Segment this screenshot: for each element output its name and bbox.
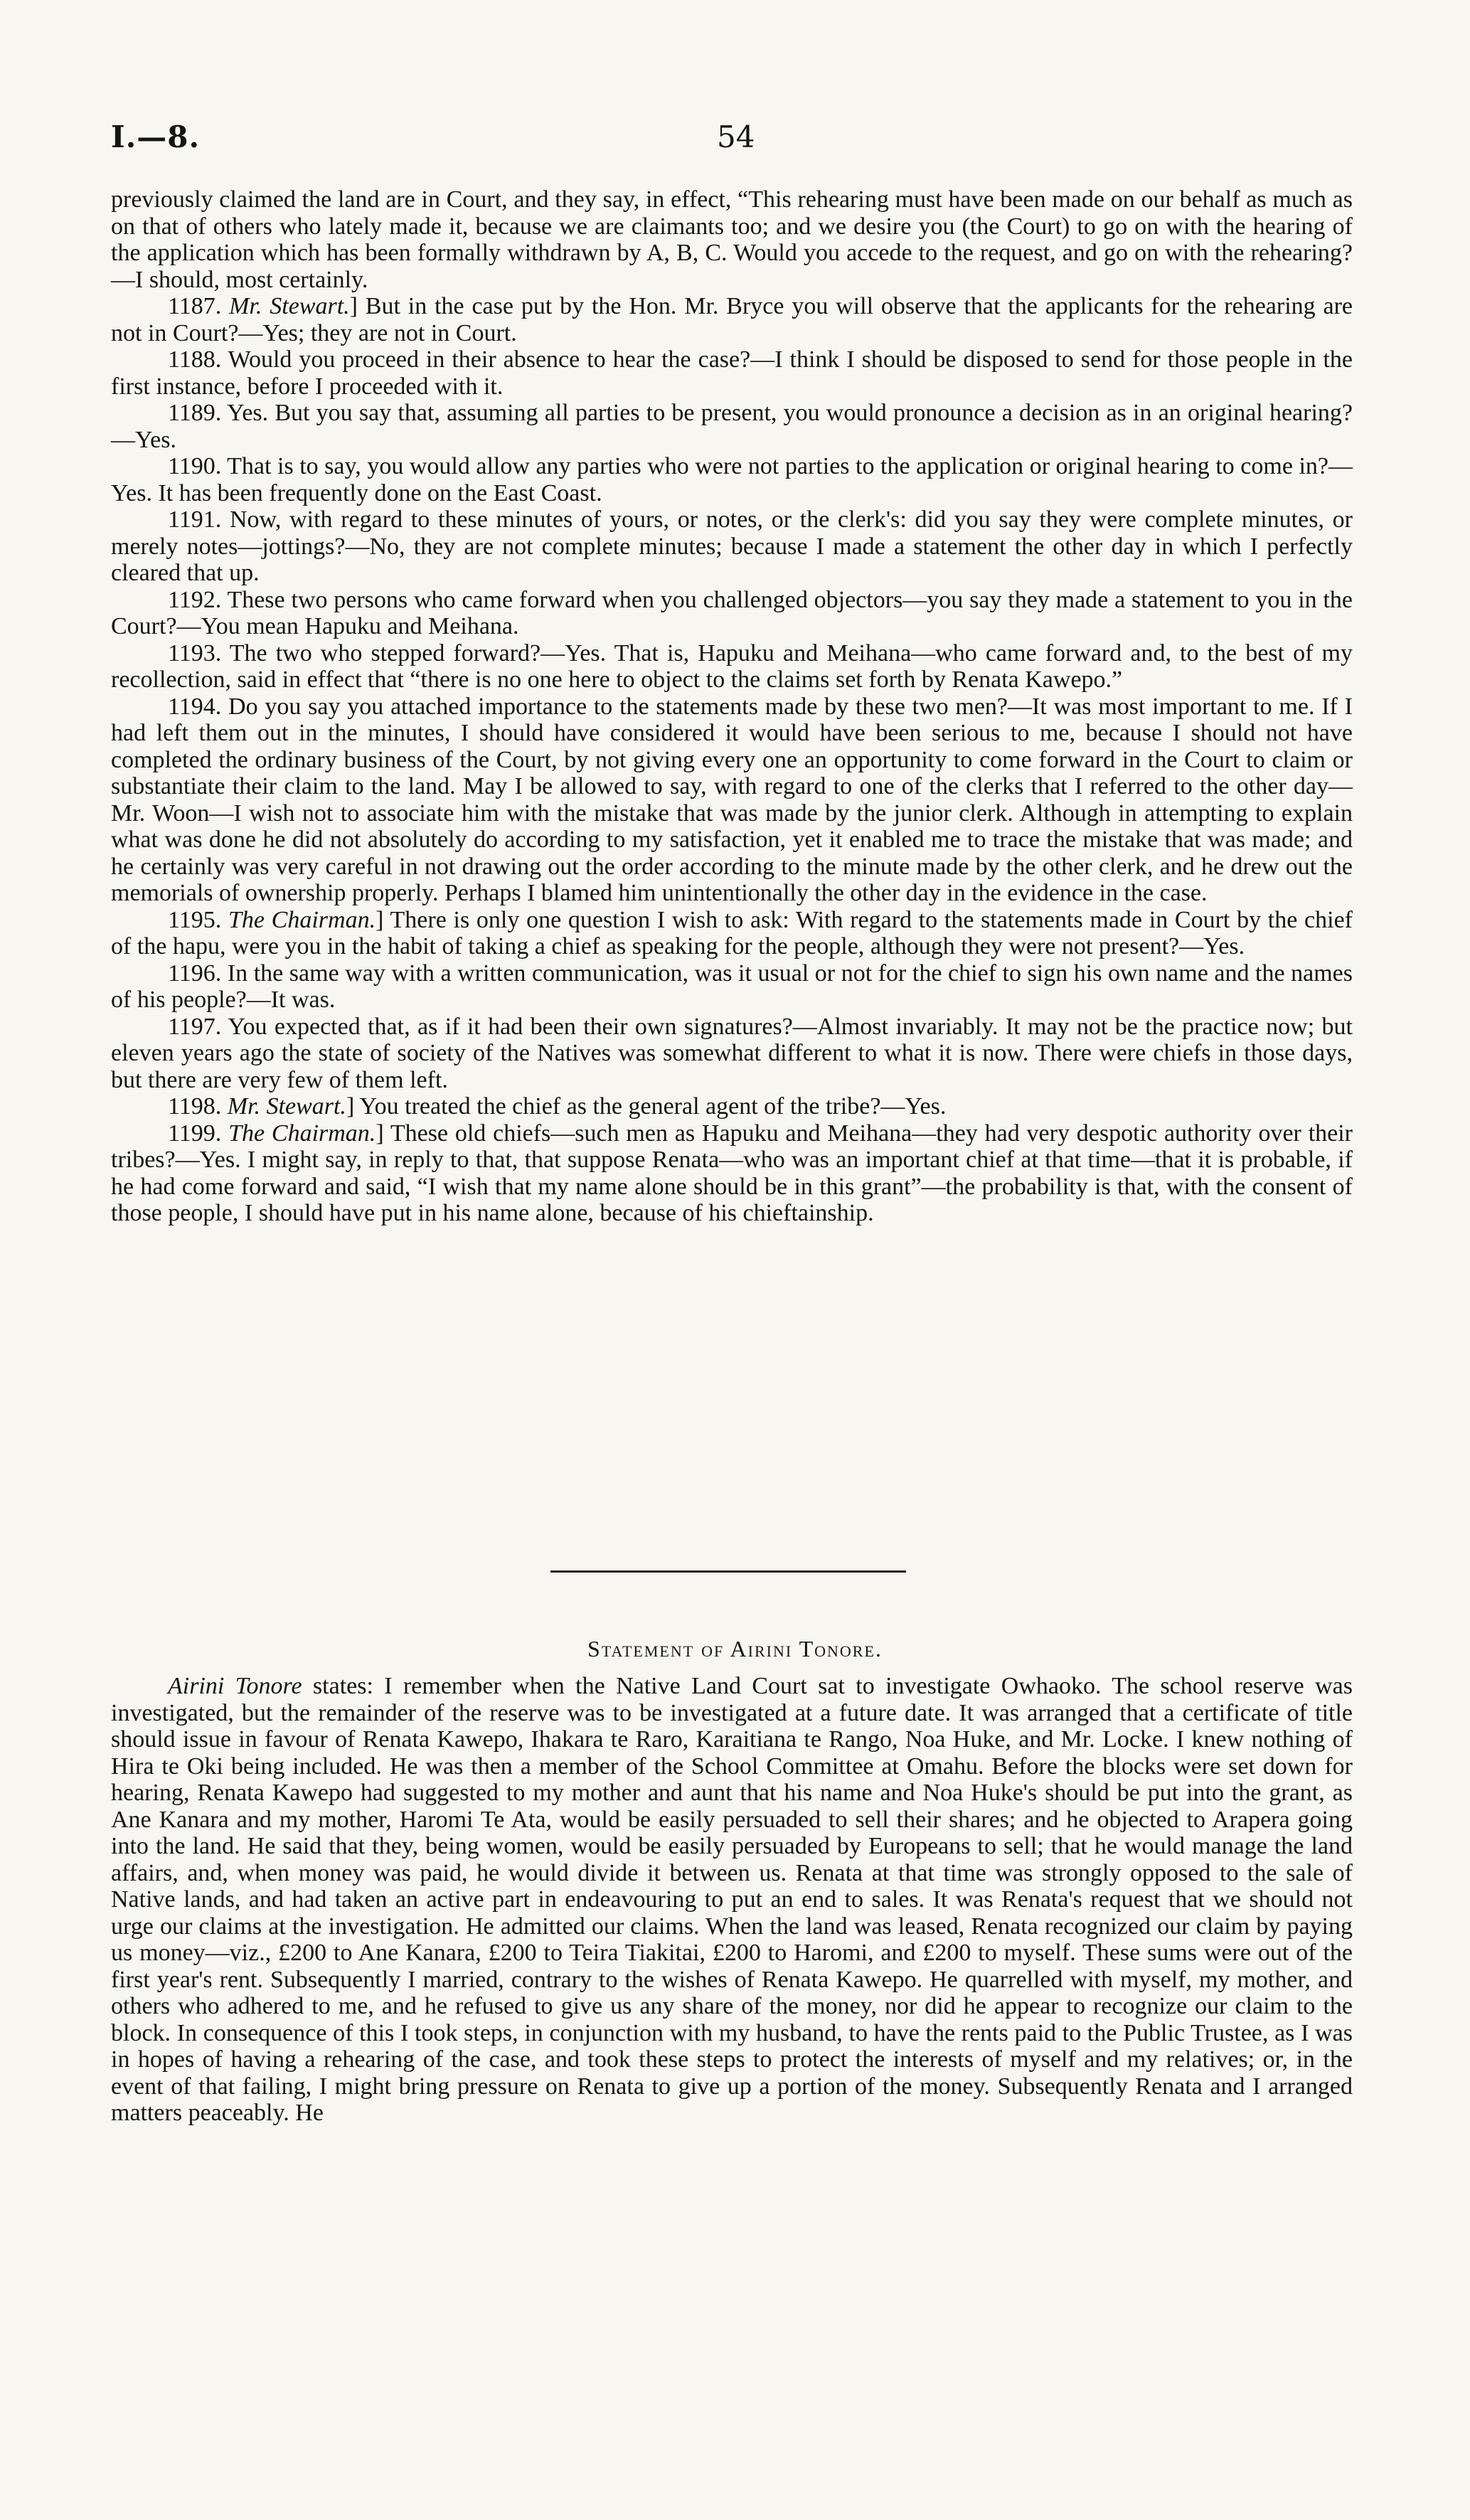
question-1199 bbox=[111, 1120, 1353, 1227]
question-1194: 1194. Do you say you attached importance to the statements made by these two men?—It was most important to me. If I had left them out in the minutes, I should have considered it would have been serious to me, because I should not have completed the ordinary business of the Court, by not giving every one an opportunity to come forward in the Court to claim or substantiate their claim to the land. May I be allowed to say, with regard to one of the clerks that I referred to the other day—Mr. Woon—I wish not to associate him with the mistake that was made by the junior clerk. Although in attempting to explain what was done he did not absolutely do according to my satisfaction, yet it enabled me to trace the mistake that was made; and he certainly was very careful in not drawing out the order according to the minute made by the other clerk, and he drew out the memorials of ownership properly. Perhaps I blamed him unintentionally the other day in the evidence in the case. bbox=[111, 693, 1353, 906]
speaker-name: The Chairman. bbox=[228, 906, 376, 933]
page-number: 54 bbox=[717, 119, 755, 154]
statement-paragraph bbox=[111, 1673, 1353, 2127]
statement-speaker: Airini Tonore bbox=[168, 1673, 302, 1699]
question-text: ] But in the case put by the Hon. Mr. Bryce you will observe that the applicants for the rehearing are not in Court?—Yes; they are not in Court. bbox=[111, 293, 1353, 346]
question-1191: 1191. Now, with regard to these minutes of yours, or notes, or the clerk's: did you say they were complete minutes, or merely notes—jottings?—No, they are not complete minutes; because I made a statement the other day in which I perfectly cleared that up. bbox=[111, 506, 1353, 586]
section-title: Statement of Airini Tonore. bbox=[587, 1636, 883, 1662]
question-1195 bbox=[111, 907, 1353, 960]
question-number: 1187. bbox=[168, 293, 222, 319]
question-number: 1199. bbox=[168, 1120, 222, 1147]
question-1197: 1197. You expected that, as if it had been their own signatures?—Almost invariably. It may not be the practice now; but eleven years ago the state of society of the Natives was somewhat different to what it is now. There were chiefs in those days, but there are very few of them left. bbox=[111, 1013, 1353, 1093]
statement-text: states: I remember when the Native Land Court sat to investigate Owhaoko. The school reserve was investigated, but the remainder of the reserve was to be investigated at a future date. It was arranged that a certificate of title should issue in favour of Renata Kawepo, Ihakara te Raro, Karaitiana te Rango, Noa Huke, and Mr. Locke. I knew nothing of Hira te Oki being included. He was then a member of the School Committee at Omahu. Before the blocks were set down for hearing, Renata Kawepo had suggested to my mother and aunt that his name and Noa Huke's should be put into the grant, as Ane Kanara and my mother, Haromi Te Ata, would be easily persuaded to sell their shares; and he objected to Arapera going into the land. He said that they, being women, would be easily persuaded by Europeans to sell; that he would manage the land affairs, and, when money was paid, he would divide it between us. Renata at that time was strongly opposed to the sale of Native lands, and had taken an active part in endeavouring to put an end to sales. It was Renata's request that we should not urge our claims at the investigation. He admitted our claims. When the land was leased, Renata recognized our claim by paying us money—viz., £200 to Ane Kanara, £200 to Teira Tiakitai, £200 to Haromi, and £200 to myself. These sums were out of the first year's rent. Subsequently I married, contrary to the wishes of Renata Kawepo. He quarrelled with myself, my mother, and others who adhered to me, and he refused to give us any share of the money, nor did he appear to recognize our claim to the block. In consequence of this I took steps, in conjunction with my husband, to have the rents paid to the Public Trustee, as I was in hopes of having a rehearing of the case, and took these steps to protect the interests of myself and my relatives; or, in the event of that failing, I might bring pressure on Renata to give up a portion of the money. Subsequently Renata and I arranged matters peaceably. He bbox=[111, 1673, 1353, 2126]
question-number: 1198. bbox=[168, 1093, 222, 1120]
question-1189: 1189. Yes. But you say that, assuming all parties to be present, you would pronounce a decision as in an original hearing?—Yes. bbox=[111, 400, 1353, 453]
question-1188: 1188. Would you proceed in their absence to hear the case?—I think I should be disposed to send for those people in the first instance, before I proceeded with it. bbox=[111, 346, 1353, 400]
question-1187 bbox=[111, 293, 1353, 346]
question-text: ] There is only one question I wish to ask: With regard to the statements made in Court by the chief of the hapu, were you in the habit of taking a chief as speaking for the people, although they were not present?—Yes. bbox=[111, 906, 1353, 959]
speaker-name: The Chairman. bbox=[228, 1120, 376, 1147]
speaker-name: Mr. Stewart. bbox=[227, 1093, 346, 1120]
section-divider bbox=[550, 1570, 906, 1573]
evidence-block bbox=[111, 186, 1353, 1227]
question-number: 1195. bbox=[168, 906, 222, 933]
speaker-name: Mr. Stewart. bbox=[229, 293, 350, 319]
question-1190: 1190. That is to say, you would allow any parties who were not parties to the application or original hearing to come in?—Yes. It has been frequently done on the East Coast. bbox=[111, 453, 1353, 506]
document-reference: I.—8. bbox=[111, 119, 201, 154]
question-text: ] You treated the chief as the general agent of the tribe?—Yes. bbox=[346, 1093, 947, 1120]
question-1192: 1192. These two persons who came forward when you challenged objectors—you say they made a statement to you in the Court?—You mean Hapuku and Meihana. bbox=[111, 586, 1353, 639]
statement-block bbox=[111, 1673, 1353, 2127]
question-1198 bbox=[111, 1093, 1353, 1120]
question-text: ] These old chiefs—such men as Hapuku and Meihana—they had very despotic authority over their tribes?—Yes. I might say, in reply to that, that suppose Renata—who was an important chief at that time—that it is probable, if he had come forward and said, “I wish that my name alone should be in this grant”—the probability is that, with the consent of those people, I should have put in his name alone, because of his chieftainship. bbox=[111, 1120, 1353, 1226]
question-1193: 1193. The two who stepped forward?—Yes. That is, Hapuku and Meihana—who came forward and, to the best of my recollection, said in effect that “there is no one here to object to the claims set forth by Renata Kawepo.” bbox=[111, 639, 1353, 693]
question-1196: 1196. In the same way with a written communication, was it usual or not for the chief to sign his own name and the names of his people?—It was. bbox=[111, 959, 1353, 1013]
paragraph-continued: previously claimed the land are in Court, and they say, in effect, “This rehearing must have been made on our behalf as much as on that of others who lately made it, because we are claimants too; and we desire you (the Court) to go on with the hearing of the application which has been formally withdrawn by A, B, C. Would you accede to the request, and go on with the rehearing?—I should, most certainly. bbox=[111, 186, 1353, 293]
